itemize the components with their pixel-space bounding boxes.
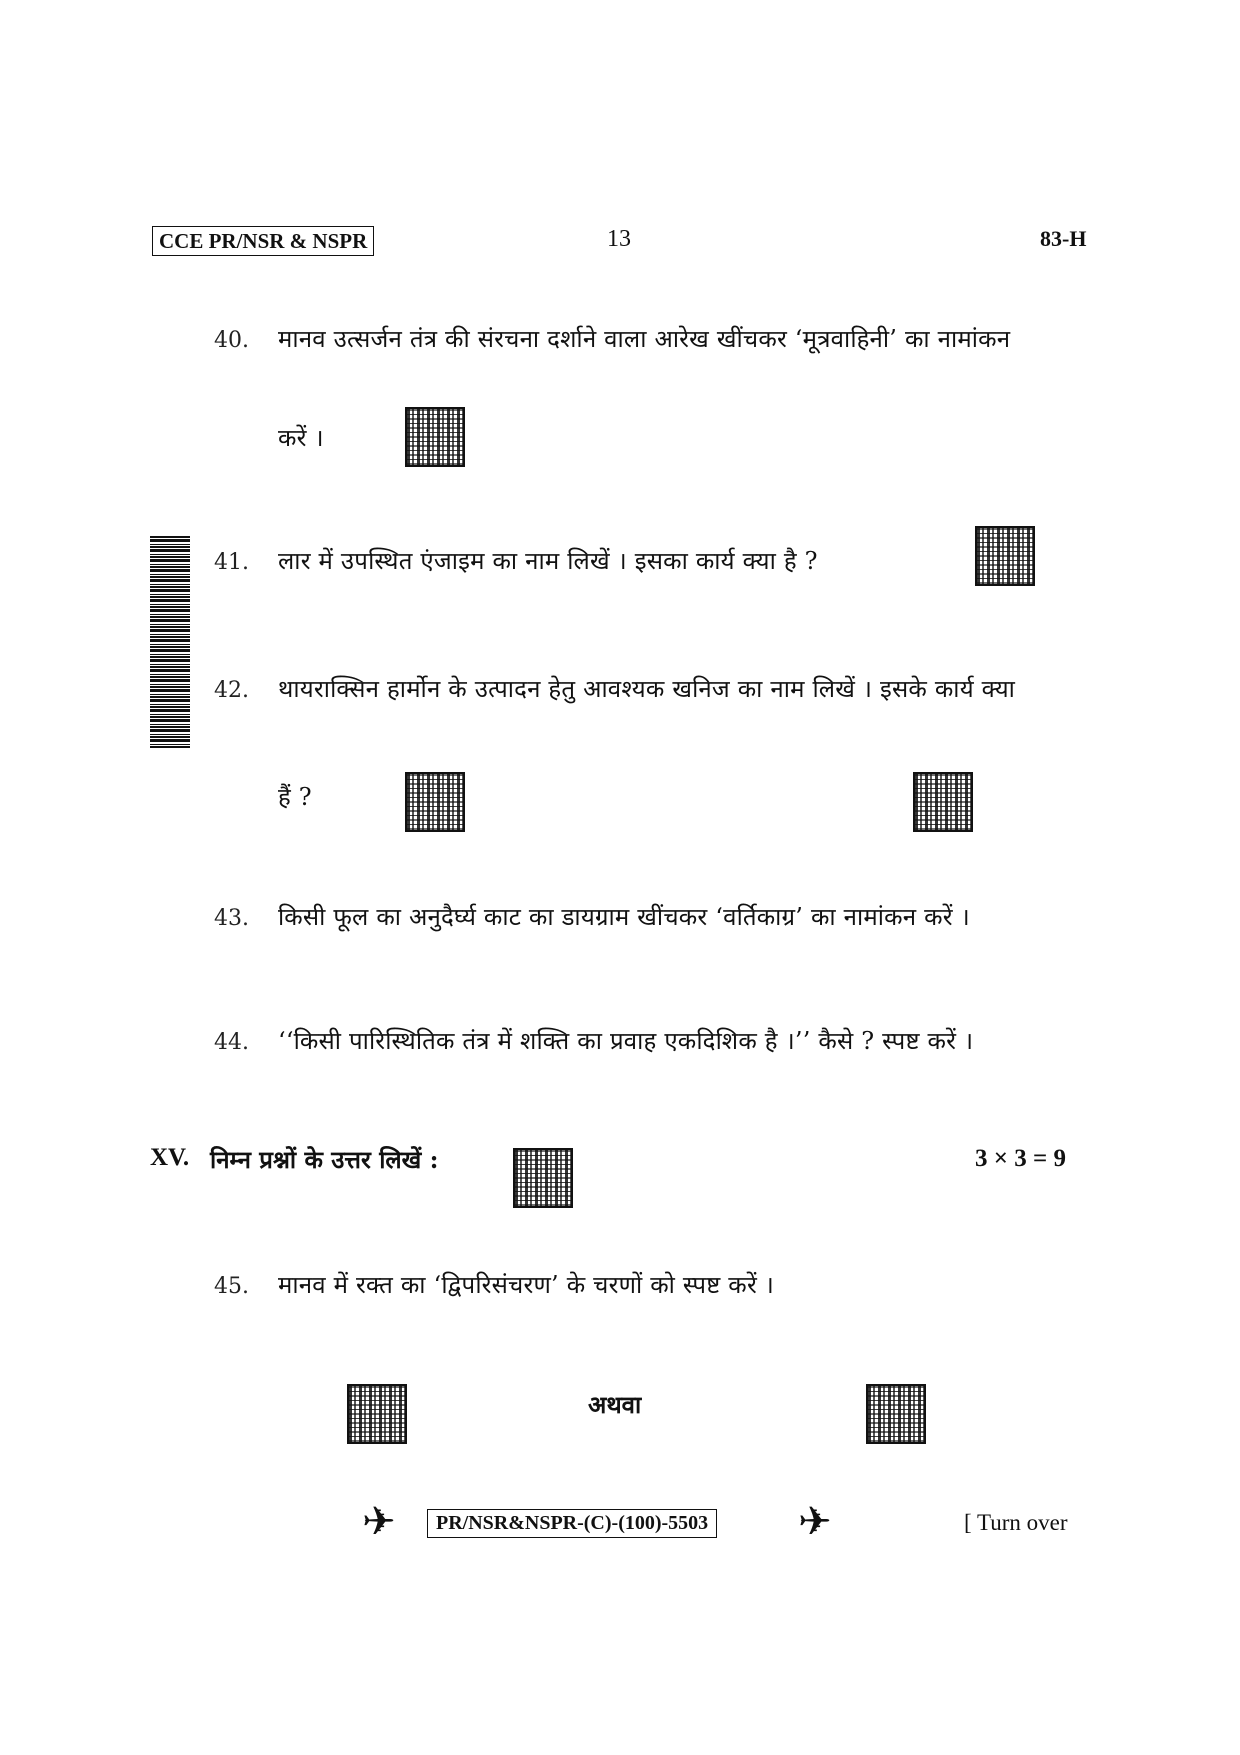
question-45-text: मानव में रक्त का ‘द्विपरिसंचरण’ के चरणों को स्पष्ट करें । (278, 1271, 775, 1299)
qr-code-q40 (405, 407, 465, 467)
qr-code-q42-right (913, 772, 973, 832)
question-42-number: 42. (214, 678, 249, 703)
question-45-number: 45. (214, 1274, 249, 1299)
section-title: निम्न प्रश्नों के उत्तर लिखें : (210, 1145, 439, 1174)
section-label: XV. (150, 1144, 190, 1171)
qr-code-or-left (347, 1384, 407, 1444)
airplane-left-icon: ✈ (362, 1499, 396, 1545)
question-40-number: 40. (214, 328, 249, 353)
question-41-text: लार में उपस्थित एंजाइम का नाम लिखें । इसका कार्य क्या है ? (278, 547, 818, 575)
question-40-text-line1: मानव उत्सर्जन तंत्र की संरचना दर्शाने वाला आरेख खींचकर ‘मूत्रवाहिनी’ का नामांकन (278, 325, 1011, 353)
question-41-number: 41. (214, 550, 249, 575)
qr-code-q42-left (405, 772, 465, 832)
question-40-text-line2: करें । (278, 424, 324, 452)
paper-code: 83-H (1040, 226, 1087, 251)
section-marks: 3 × 3 = 9 (975, 1145, 1066, 1172)
question-44-number: 44. (214, 1030, 249, 1055)
airplane-right-icon: ✈ (798, 1499, 832, 1545)
question-42-text-line1: थायराक्सिन हार्मोन के उत्पादन हेतु आवश्यक खनिज का नाम लिखें । इसके कार्य क्या (278, 675, 1016, 703)
qr-code-q41 (975, 526, 1035, 586)
question-42-text-line2: हैं ? (278, 783, 312, 811)
header-code: CCE PR/NSR & NSPR (152, 226, 374, 256)
qr-code-or-right (866, 1384, 926, 1444)
question-43-text: किसी फूल का अनुदैर्घ्य काट का डायग्राम खींचकर ‘वर्तिकाग्र’ का नामांकन करें । (278, 903, 970, 931)
turn-over-text: [ Turn over (964, 1510, 1068, 1535)
question-44-text: ‘‘किसी पारिस्थितिक तंत्र में शक्ति का प्रवाह एकदिशिक है ।’’ कैसे ? स्पष्ट करें । (278, 1027, 974, 1055)
footer-code: PR/NSR&NSPR-(C)-(100)-5503 (427, 1509, 717, 1538)
or-label: अथवा (588, 1390, 642, 1419)
qr-code-section (513, 1148, 573, 1208)
page-number: 13 (607, 226, 631, 252)
side-barcode (150, 536, 190, 748)
question-43-number: 43. (214, 906, 249, 931)
